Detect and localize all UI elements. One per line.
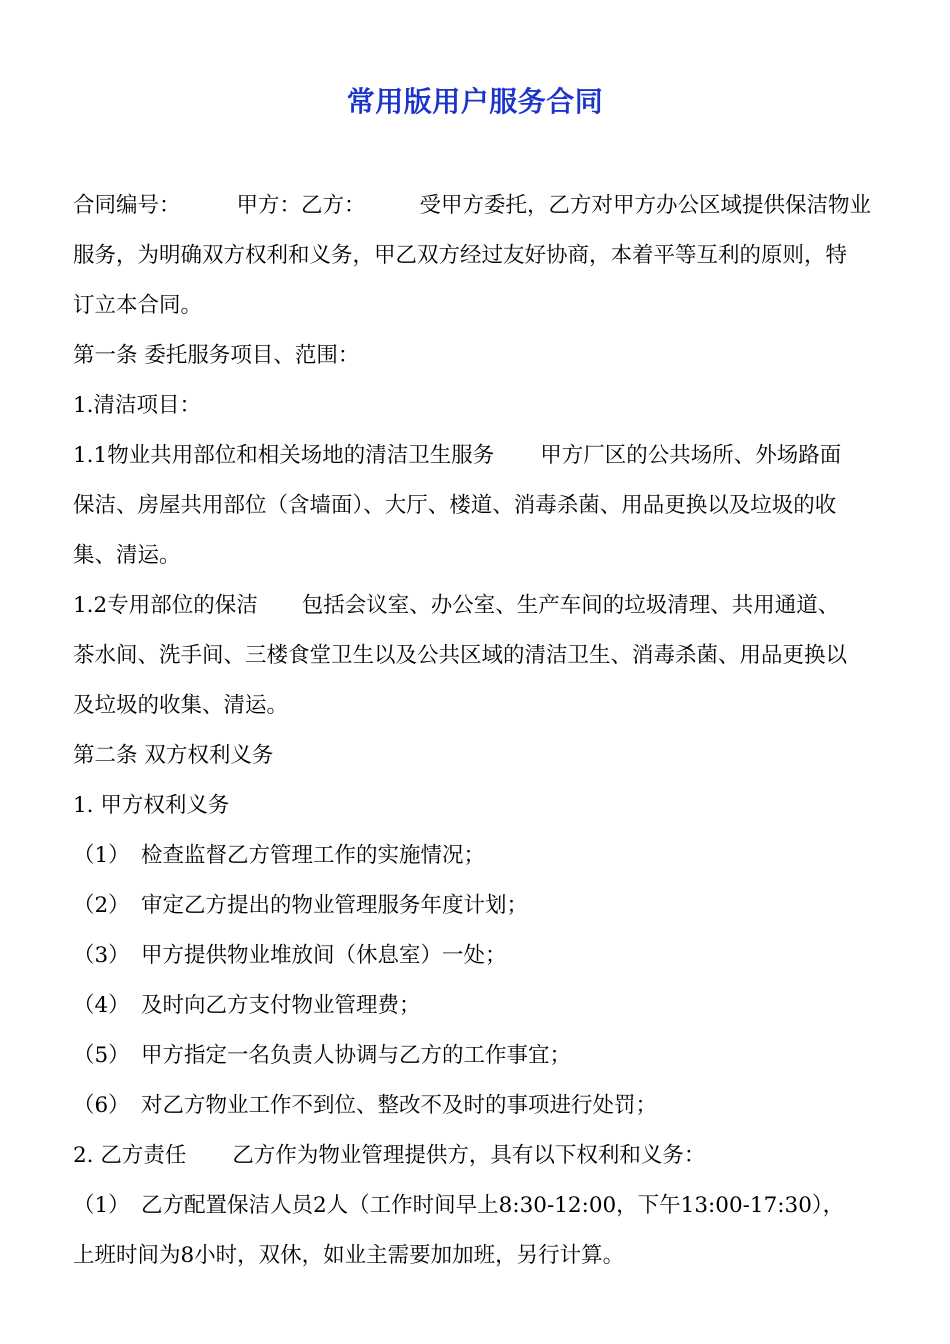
contract-number-label: 合同编号： [73,193,181,218]
document-title: 常用版用户服务合同 [346,85,604,118]
party-b-label: 乙方： [301,193,366,218]
section-1-1-line-2: 保洁、房屋共用部位（含墙面）、大厅、楼道、消毒杀菌、用品更换以及垃圾的收 [73,493,837,518]
party-a-item [73,1081,878,1131]
item-number: （2） [73,893,130,918]
party-a-item [73,831,878,881]
item-text: 检查监督乙方管理工作的实施情况； [141,843,486,868]
section-1-2-text: 包括会议室、办公室、生产车间的垃圾清理、共用通道、 [301,593,840,618]
paragraph-intro-line-3: 订立本合同。 [73,293,203,318]
party-b-responsibility-heading: 2. 乙方责任 [73,1143,187,1168]
party-a-item [73,1031,878,1081]
item-number: （5） [73,1043,130,1068]
party-a-item [73,881,878,931]
item-text: 审定乙方提出的物业管理服务年度计划； [141,893,529,918]
document-body [73,181,878,1281]
party-a-label: 甲方： [236,193,302,218]
party-b-item-line-2: 上班时间为8小时，双休，如业主需要加加班，另行计算。 [73,1243,625,1268]
item-number: （4） [73,993,130,1018]
item-text: 及时向乙方支付物业管理费； [141,993,421,1018]
paragraph-intro-line-2: 服务，为明确双方权利和义务，甲乙双方经过友好协商，本着平等互利的原则，特 [73,243,848,268]
paragraph-intro-line-1 [73,181,878,231]
section-1-1-line-1 [73,431,878,481]
party-b-intro-text: 乙方作为物业管理提供方，具有以下权利和义务： [232,1143,706,1168]
party-a-item [73,981,878,1031]
section-1-2-line-3: 及垃圾的收集、清运。 [73,693,289,718]
party-a-item [73,931,878,981]
intro-text: 受甲方委托，乙方对甲方办公区域提供保洁物业 [419,193,872,218]
section-1-2-line-1 [73,581,878,631]
item-number: （3） [73,943,130,968]
section-1-1-text: 甲方厂区的公共场所、外场路面 [540,443,842,468]
section-1-2-heading: 1.2专用部位的保洁 [73,593,258,618]
party-b-item-line-1 [73,1181,878,1231]
party-a-rights-heading: 1. 甲方权利义务 [73,793,230,818]
item-text: 对乙方物业工作不到位、整改不及时的事项进行处罚； [141,1093,658,1118]
item-number: （1） [73,1193,130,1218]
item-text: 甲方指定一名负责人协调与乙方的工作事宜； [141,1043,572,1068]
article-1-heading: 第一条 委托服务项目、范围： [73,343,360,368]
section-1-1-heading: 1.1物业共用部位和相关场地的清洁卫生服务 [73,443,495,468]
item-number: （6） [73,1093,130,1118]
article-2-heading: 第二条 双方权利义务 [73,743,274,768]
section-1-heading: 1.清洁项目： [73,393,202,418]
item-text: 乙方配置保洁人员2人（工作时间早上8:30-12:00，下午13:00-17:30）， [141,1193,845,1218]
section-1-1-line-3: 集、清运。 [73,543,181,568]
item-number: （1） [73,843,130,868]
party-b-heading-line [73,1131,878,1181]
item-text: 甲方提供物业堆放间（休息室）一处； [141,943,507,968]
section-1-2-line-2: 茶水间、洗手间、三楼食堂卫生以及公共区域的清洁卫生、消毒杀菌、用品更换以 [73,643,848,668]
